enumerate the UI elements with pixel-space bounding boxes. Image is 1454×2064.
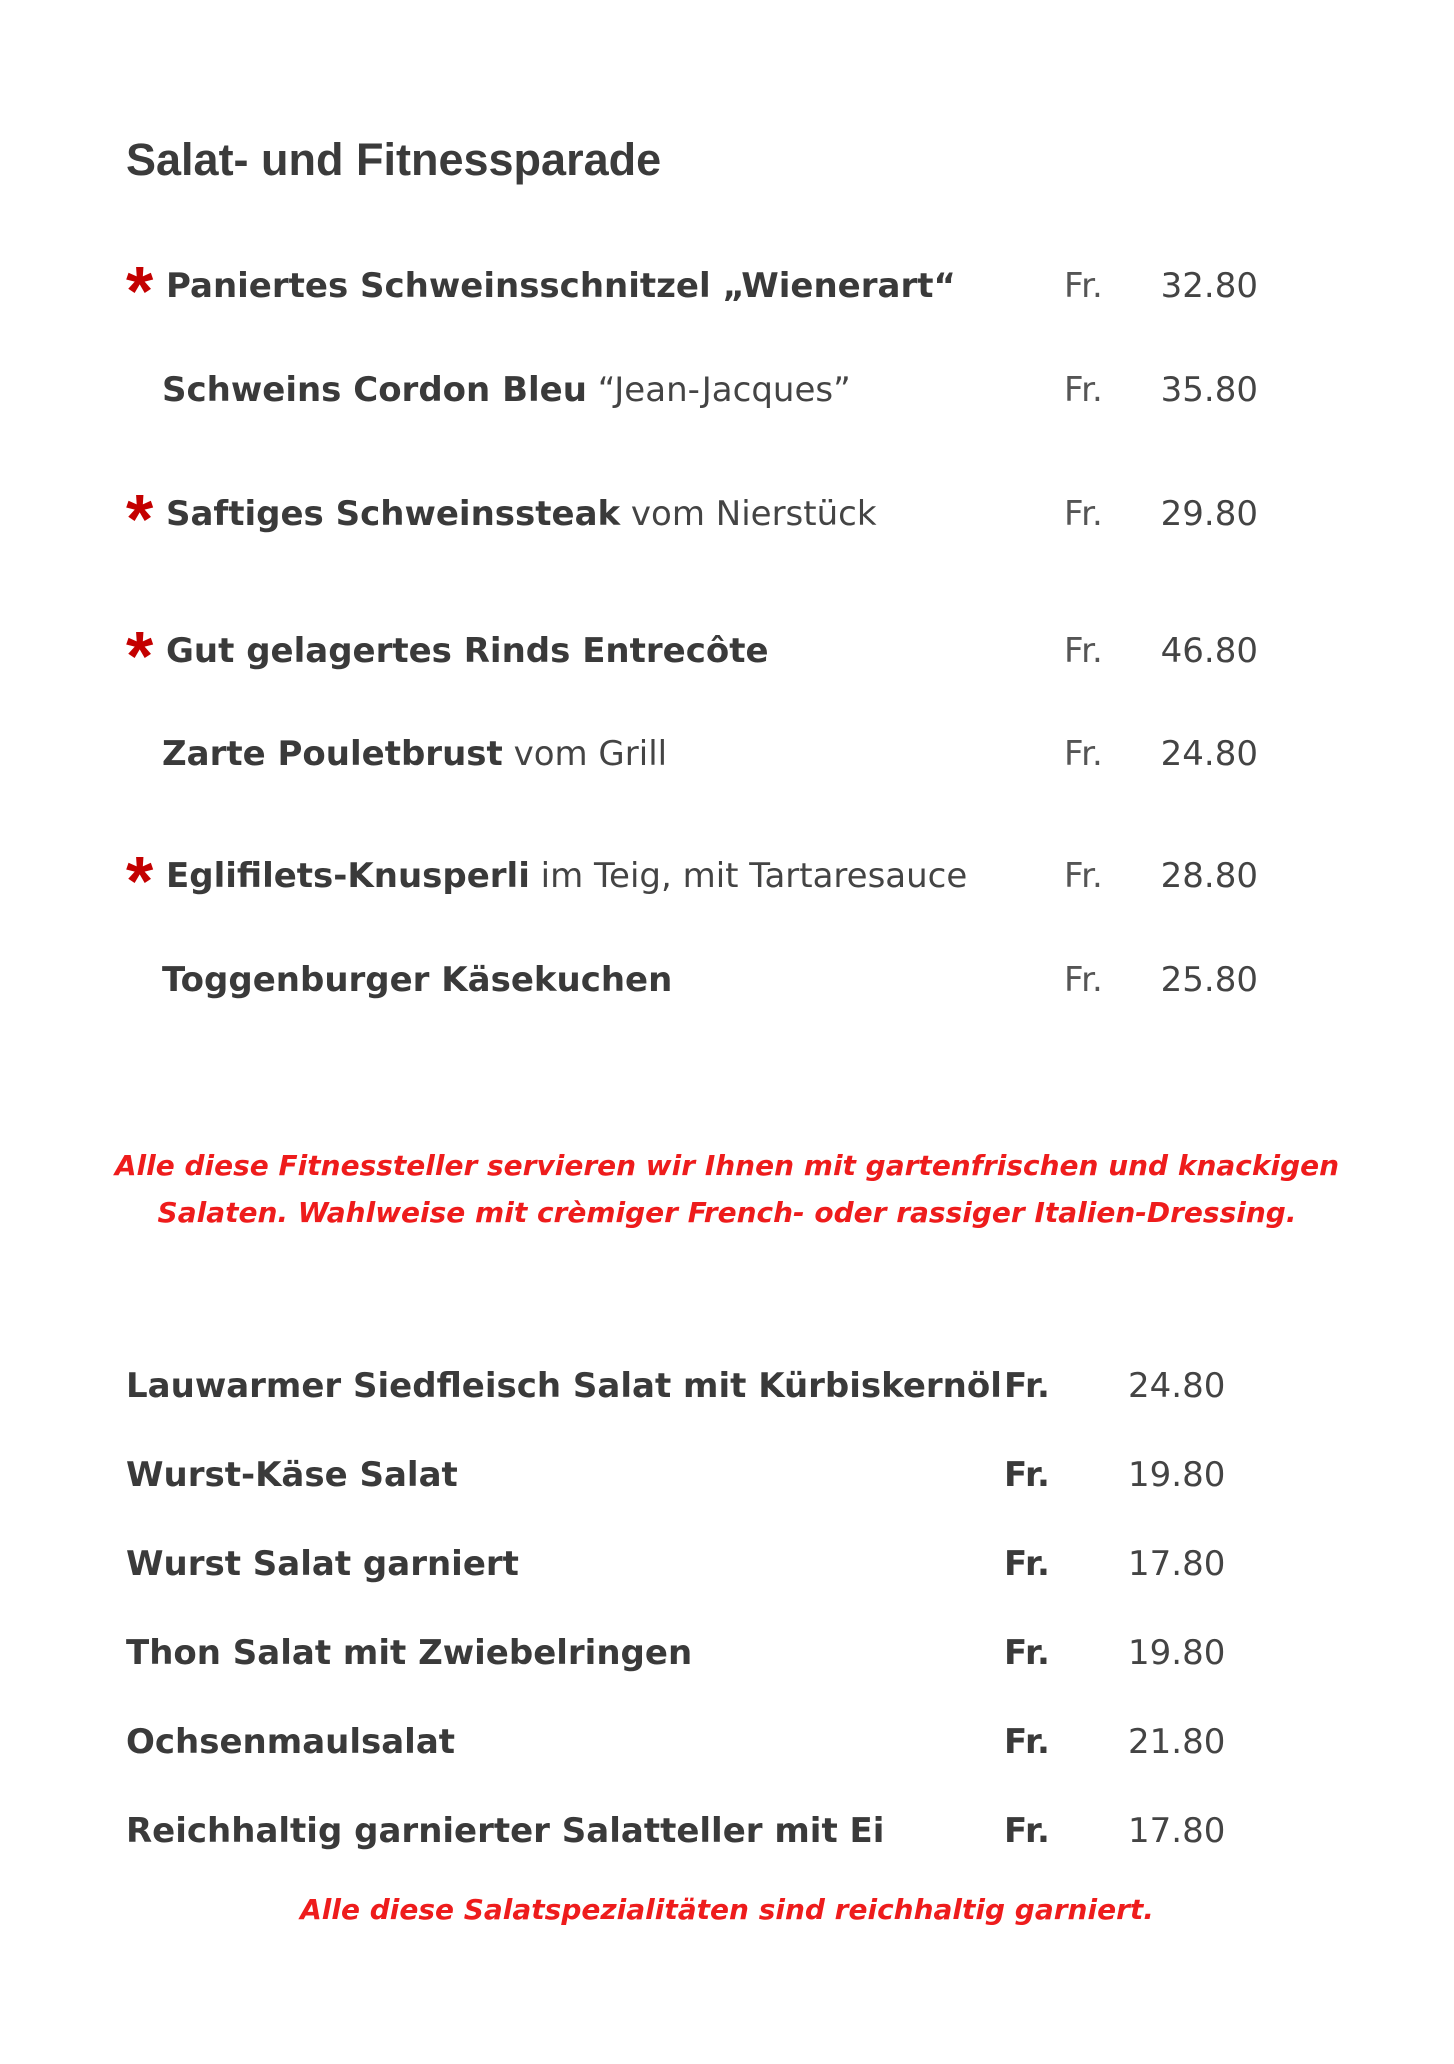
item-name: Saftiges Schweinssteak vom Nierstück: [166, 494, 877, 534]
menu-item-schnitzel: [0, 250, 1454, 330]
salad-price: 19.80: [1128, 1633, 1226, 1673]
salad-item: [0, 1712, 1454, 1772]
currency-label: Fr.: [1064, 266, 1103, 306]
menu-item-schweinssteak: [0, 478, 1454, 558]
star-icon: *: [126, 252, 154, 330]
currency-label: Fr.: [1064, 494, 1103, 534]
currency-label: Fr.: [1004, 1633, 1050, 1673]
salad-item: [0, 1801, 1454, 1861]
salad-item: [0, 1356, 1454, 1416]
salad-name: Wurst-Käse Salat: [126, 1455, 458, 1495]
item-price: 46.80: [1160, 631, 1258, 671]
salad-name: Reichhaltig garnierter Salatteller mit Ei: [126, 1811, 885, 1851]
salad-name: Thon Salat mit Zwiebelringen: [126, 1633, 693, 1673]
fitness-note-line2: Salaten. Wahlweise mit crèmiger French- oder rassiger Italien-Dressing.: [157, 1196, 1297, 1229]
item-price: 29.80: [1160, 494, 1258, 534]
salad-note: Alle diese Salatspezialitäten sind reichhaltig garniert.: [300, 1893, 1154, 1926]
salad-item: [0, 1623, 1454, 1683]
currency-label: Fr.: [1004, 1366, 1050, 1406]
fitness-note-line1: Alle diese Fitnessteller servieren wir Ihnen mit gartenfrischen und knackigen: [114, 1149, 1340, 1182]
menu-item-kaesekuchen: [0, 944, 1454, 1014]
salad-price: 17.80: [1128, 1544, 1226, 1584]
salad-name: Wurst Salat garniert: [126, 1544, 519, 1584]
item-name: Zarte Pouletbrust vom Grill: [162, 734, 668, 774]
salad-price: 21.80: [1128, 1722, 1226, 1762]
item-name: Gut gelagertes Rinds Entrecôte: [166, 631, 769, 671]
item-price: 32.80: [1160, 266, 1258, 306]
star-icon: *: [126, 480, 154, 558]
salad-item: [0, 1445, 1454, 1505]
currency-label: Fr.: [1004, 1722, 1050, 1762]
page-title: Salat- und Fitnessparade: [126, 134, 662, 185]
currency-label: Fr.: [1064, 734, 1103, 774]
salad-price: 19.80: [1128, 1455, 1226, 1495]
menu-item-pouletbrust: [0, 718, 1454, 788]
menu-item-entrecote: [0, 615, 1454, 695]
currency-label: Fr.: [1064, 856, 1103, 896]
item-price: 25.80: [1160, 960, 1258, 1000]
currency-label: Fr.: [1004, 1544, 1050, 1584]
item-price: 35.80: [1160, 370, 1258, 410]
currency-label: Fr.: [1004, 1811, 1050, 1851]
star-icon: *: [126, 617, 154, 695]
item-price: 28.80: [1160, 856, 1258, 896]
salad-price: 24.80: [1128, 1366, 1226, 1406]
salad-price: 17.80: [1128, 1811, 1226, 1851]
item-name: Paniertes Schweinsschnitzel „Wienerart“: [166, 266, 956, 306]
currency-label: Fr.: [1064, 960, 1103, 1000]
currency-label: Fr.: [1004, 1455, 1050, 1495]
item-price: 24.80: [1160, 734, 1258, 774]
salad-name: Lauwarmer Siedfleisch Salat mit Kürbiskernöl: [126, 1366, 1002, 1406]
fitness-note: [0, 1142, 1454, 1236]
currency-label: Fr.: [1064, 631, 1103, 671]
menu-item-eglifilets: [0, 840, 1454, 920]
item-name: Eglifilets-Knusperli im Teig, mit Tartaresauce: [166, 856, 968, 896]
star-icon: *: [126, 842, 154, 920]
currency-label: Fr.: [1064, 370, 1103, 410]
item-name: Schweins Cordon Bleu “Jean-Jacques”: [162, 370, 851, 410]
menu-item-cordon-bleu: [0, 354, 1454, 424]
item-name: Toggenburger Käsekuchen: [162, 960, 673, 1000]
salad-name: Ochsenmaulsalat: [126, 1722, 456, 1762]
salad-item: [0, 1534, 1454, 1594]
